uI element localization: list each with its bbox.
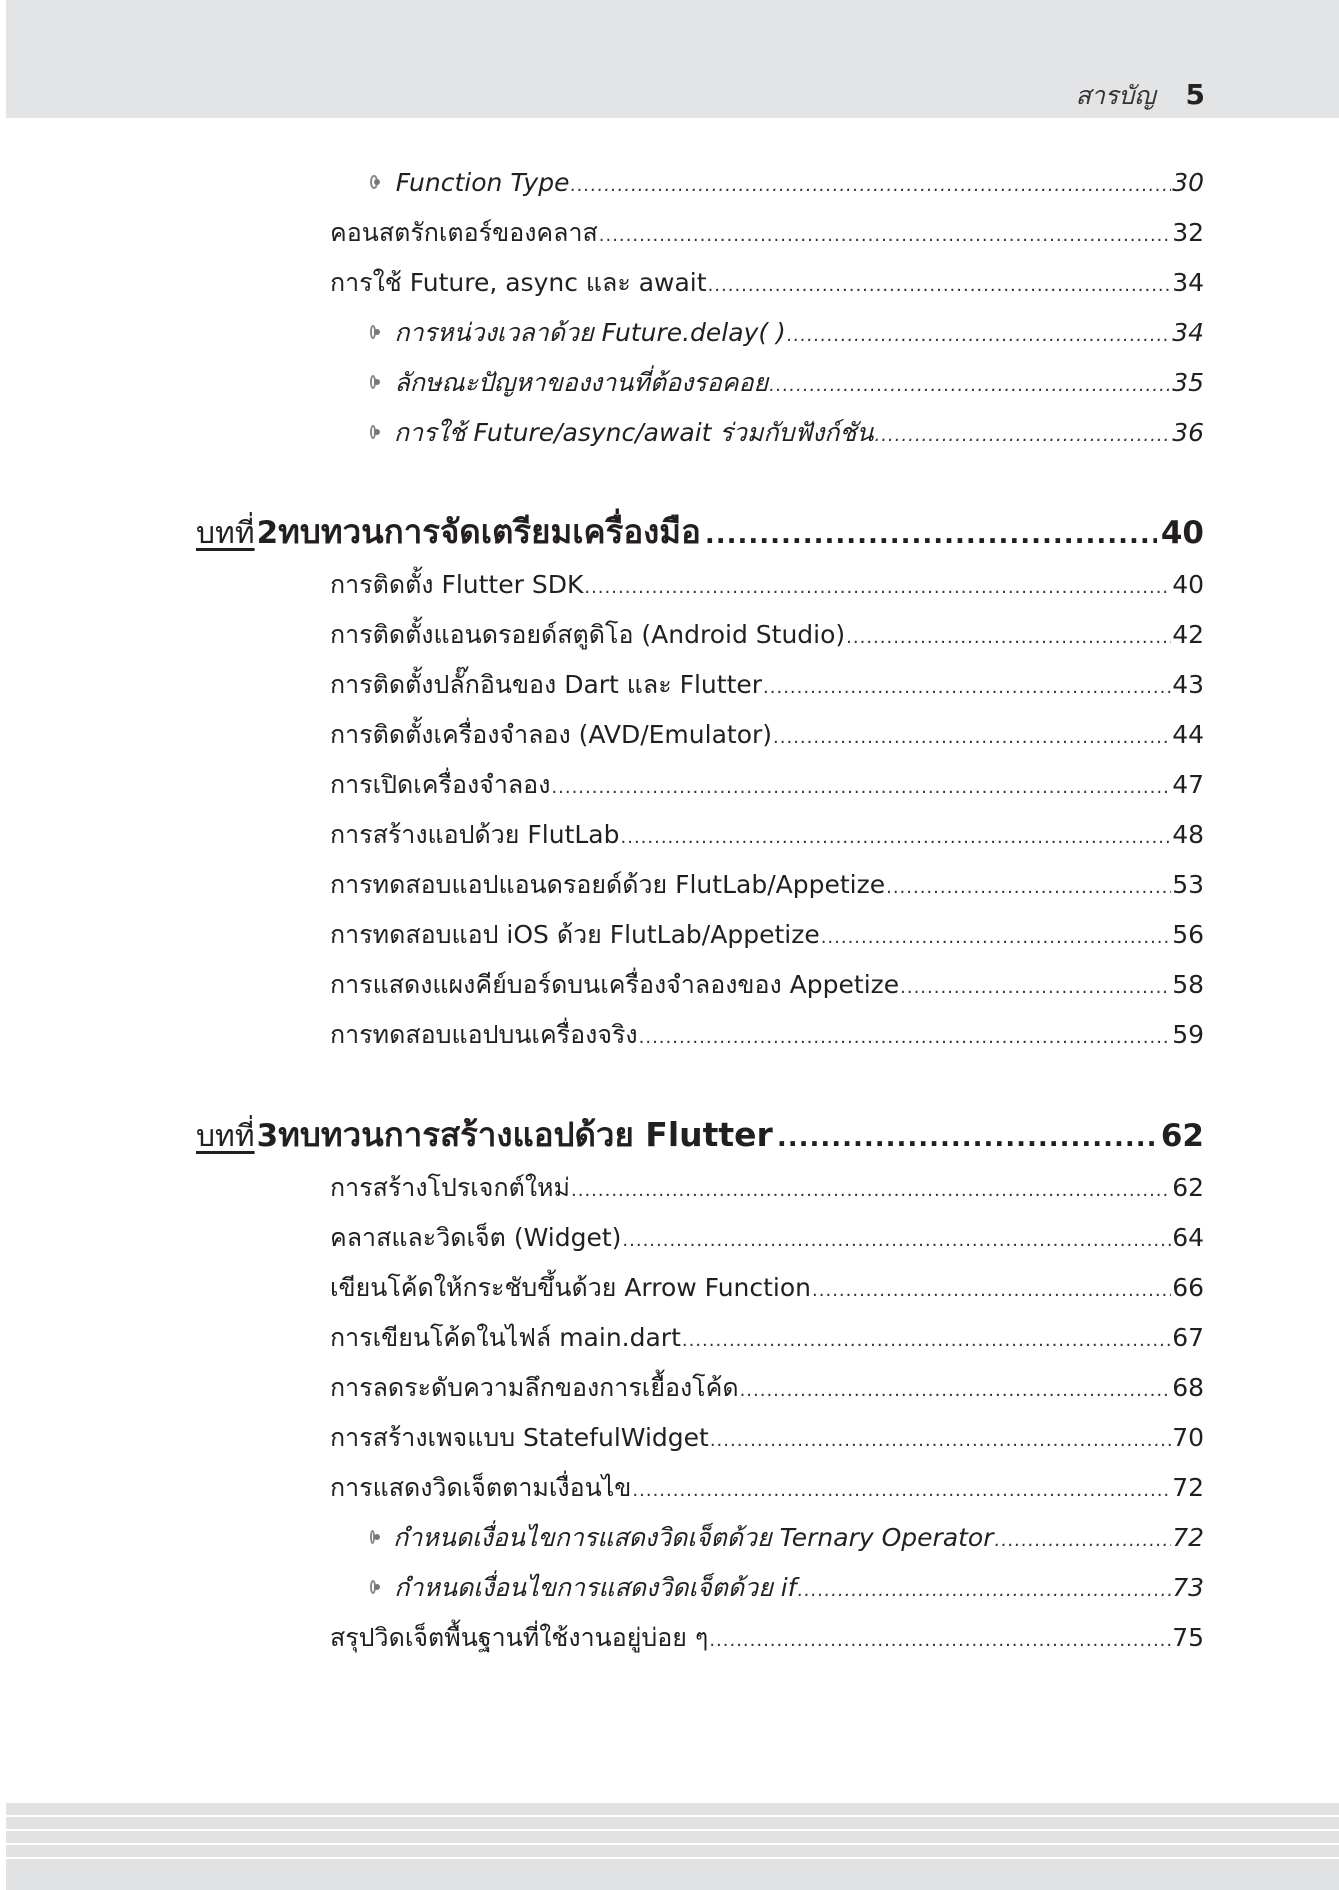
toc-entry-label: สรุปวิดเจ็ตพื้นฐานที่ใช้งานอยู่บ่อย ๆ: [330, 1623, 709, 1652]
dot-leader: [763, 670, 1171, 706]
toc-entry-label: การทดสอบแอป iOS ด้วย FlutLab/Appetize: [330, 920, 820, 949]
dot-leader: [900, 970, 1171, 1006]
dot-leader: [551, 770, 1171, 806]
toc-entry[interactable]: [330, 1270, 1204, 1306]
footer-band: [6, 1803, 1339, 1890]
toc-entry[interactable]: [330, 917, 1204, 953]
toc-entry[interactable]: [330, 1470, 1204, 1506]
dot-leader: [821, 920, 1171, 956]
toc-entry[interactable]: [330, 817, 1204, 853]
dot-leader: [777, 1113, 1157, 1163]
chapter-word: บทที่: [196, 516, 255, 551]
chapter-word: บทที่: [196, 1119, 255, 1154]
chapter-number: 2: [256, 515, 279, 551]
toc-entry[interactable]: [330, 717, 1204, 753]
dot-leader: [773, 720, 1171, 756]
toc-entry-page: 62: [1172, 1173, 1204, 1202]
dot-leader: [846, 620, 1171, 656]
toc-entry-label: การหน่วงเวลาด้วย Future.delay( ): [394, 318, 786, 347]
toc-entry-page: 47: [1172, 770, 1204, 799]
toc-entry-label: คลาสและวิดเจ็ต (Widget): [330, 1223, 622, 1252]
toc-entry-label: การใช้ Future, async และ await: [330, 268, 707, 297]
toc-entry[interactable]: [330, 867, 1204, 903]
toc-entry[interactable]: [370, 1570, 1204, 1606]
toc-entry-label: การติดตั้งปลั๊กอินของ Dart และ Flutter: [330, 670, 763, 699]
toc-entry-label: ลักษณะปัญหาของงานที่ต้องรอคอย: [394, 368, 769, 397]
toc-entry-page: 53: [1172, 870, 1204, 899]
toc-entry-page: 64: [1172, 1223, 1204, 1252]
toc-entry-page: 58: [1172, 970, 1204, 999]
toc-entry[interactable]: [370, 1520, 1204, 1556]
toc-entry-label: การลดระดับความลึกของการเยื้องโค้ด: [330, 1373, 739, 1402]
toc-entry-label: เขียนโค้ดให้กระชับขึ้นด้วย Arrow Function: [330, 1273, 812, 1302]
toc-entry-label: การใช้ Future/async/await ร่วมกับฟังก์ชัน: [393, 418, 874, 447]
toc-entry-page: 66: [1172, 1273, 1204, 1302]
page-number: 5: [1185, 78, 1205, 111]
chapter-title: ทบทวนการจัดเตรียมเครื่องมือ: [278, 512, 701, 551]
toc-entry-label: คอนสตรักเตอร์ของคลาส: [330, 218, 598, 247]
dot-leader: [812, 1273, 1171, 1309]
dot-leader: [639, 1020, 1172, 1056]
bullet-icon: [370, 1530, 375, 1544]
toc-entry[interactable]: [330, 215, 1204, 251]
chapter-page: 40: [1160, 515, 1204, 551]
dot-leader: [886, 870, 1171, 906]
dot-leader: [632, 1473, 1171, 1509]
dot-leader: [584, 570, 1171, 606]
toc-entry[interactable]: [330, 1220, 1204, 1256]
toc-entry-label: การสร้างแอปด้วย FlutLab: [330, 820, 620, 849]
toc-entry[interactable]: [330, 1620, 1204, 1656]
dot-leader: [787, 318, 1171, 354]
toc-entry-page: 73: [1172, 1573, 1204, 1602]
toc-entry-page: 32: [1172, 218, 1204, 247]
dot-leader: [570, 168, 1171, 204]
chapter-title: ทบทวนการสร้างแอปด้วย Flutter: [278, 1115, 773, 1154]
toc-entry[interactable]: [330, 1017, 1204, 1053]
dot-leader: [622, 1223, 1171, 1259]
toc-entry-page: 75: [1172, 1623, 1204, 1652]
chapter-heading-3[interactable]: [196, 1110, 1204, 1160]
toc-entry-label: Function Type: [395, 168, 570, 197]
dot-leader: [710, 1423, 1171, 1459]
toc-entry-page: 44: [1172, 720, 1204, 749]
toc-entry[interactable]: [330, 767, 1204, 803]
toc-entry-label: การเขียนโค้ดในไฟล์ main.dart: [330, 1323, 681, 1352]
toc-entry-label: กำหนดเงื่อนไขการแสดงวิดเจ็ตด้วย Ternary Operator: [393, 1523, 994, 1552]
footer-solid-band: [6, 1859, 1339, 1890]
bullet-icon: [370, 325, 376, 339]
toc-entry-label: การทดสอบแอปบนเครื่องจริง: [330, 1020, 638, 1049]
dot-leader: [682, 1323, 1171, 1359]
dot-leader: [708, 268, 1172, 304]
toc-entry-page: 30: [1172, 168, 1204, 197]
toc-entry[interactable]: [330, 1320, 1204, 1356]
toc-entry-page: 68: [1172, 1373, 1204, 1402]
dot-leader: [740, 1373, 1172, 1409]
toc-entry-page: 34: [1172, 318, 1204, 347]
bullet-icon: [370, 175, 378, 189]
toc-entry-page: 40: [1172, 570, 1204, 599]
toc-entry-page: 72: [1172, 1523, 1204, 1552]
toc-entry-label: การติดตั้งเครื่องจำลอง (AVD/Emulator): [330, 720, 773, 749]
toc-entry-label: การติดตั้งแอนดรอยด์สตูดิโอ (Android Studio): [330, 620, 846, 649]
toc-entry-label: การเปิดเครื่องจำลอง: [330, 770, 551, 799]
toc-entry[interactable]: [330, 567, 1204, 603]
toc-entry-label: การติดตั้ง Flutter SDK: [330, 570, 584, 599]
toc-entry-page: 35: [1172, 368, 1204, 397]
toc-entry[interactable]: [370, 365, 1204, 401]
dot-leader: [621, 820, 1172, 856]
chapter-page: 62: [1160, 1118, 1204, 1154]
bullet-icon: [370, 425, 376, 439]
toc-entry-label: กำหนดเงื่อนไขการแสดงวิดเจ็ตด้วย if: [394, 1573, 797, 1602]
toc-entry-page: 67: [1172, 1323, 1204, 1352]
dot-leader: [874, 418, 1171, 454]
toc-entry[interactable]: [330, 967, 1204, 1003]
toc-entry-label: การแสดงวิดเจ็ตตามเงื่อนไข: [330, 1473, 632, 1502]
toc-entry-page: 59: [1172, 1020, 1204, 1049]
chapter-heading-2[interactable]: [196, 507, 1204, 557]
dot-leader: [709, 1623, 1171, 1659]
toc-entry-page: 48: [1172, 820, 1204, 849]
toc-entry-label: การแสดงแผงคีย์บอร์ดบนเครื่องจำลองของ Appetize: [330, 970, 900, 999]
toc-entry-page: 56: [1172, 920, 1204, 949]
dot-leader: [798, 1573, 1172, 1609]
toc-entry[interactable]: [330, 1370, 1204, 1406]
dot-leader: [599, 218, 1171, 254]
toc-entry-page: 36: [1172, 418, 1204, 447]
toc-entry-page: 70: [1172, 1423, 1204, 1452]
dot-leader: [769, 368, 1171, 404]
toc-entry-page: 34: [1172, 268, 1204, 297]
toc-entry[interactable]: [370, 315, 1204, 351]
bullet-icon: [370, 375, 376, 389]
dot-leader: [995, 1523, 1172, 1559]
toc-entry[interactable]: [330, 1170, 1204, 1206]
chapter-number: 3: [256, 1118, 279, 1154]
toc-entry-label: การทดสอบแอปแอนดรอยด์ด้วย FlutLab/Appetize: [330, 870, 886, 899]
toc-entry[interactable]: [330, 667, 1204, 703]
dot-leader: [571, 1173, 1171, 1209]
toc-entry[interactable]: [370, 415, 1204, 451]
dot-leader: [705, 510, 1157, 560]
toc-entry[interactable]: [330, 265, 1204, 301]
toc-entry-page: 72: [1172, 1473, 1204, 1502]
toc-entry[interactable]: [370, 165, 1204, 201]
toc-entry-page: 42: [1172, 620, 1204, 649]
bullet-icon: [370, 1580, 376, 1594]
toc-entry[interactable]: [330, 617, 1204, 653]
toc-entry[interactable]: [330, 1420, 1204, 1456]
running-title: สารบัญ: [1075, 81, 1156, 110]
toc-entry-label: การสร้างโปรเจกต์ใหม่: [330, 1173, 570, 1202]
toc-entry-page: 43: [1172, 670, 1204, 699]
running-head: [1076, 76, 1205, 116]
toc-entry-label: การสร้างเพจแบบ StatefulWidget: [330, 1423, 709, 1452]
